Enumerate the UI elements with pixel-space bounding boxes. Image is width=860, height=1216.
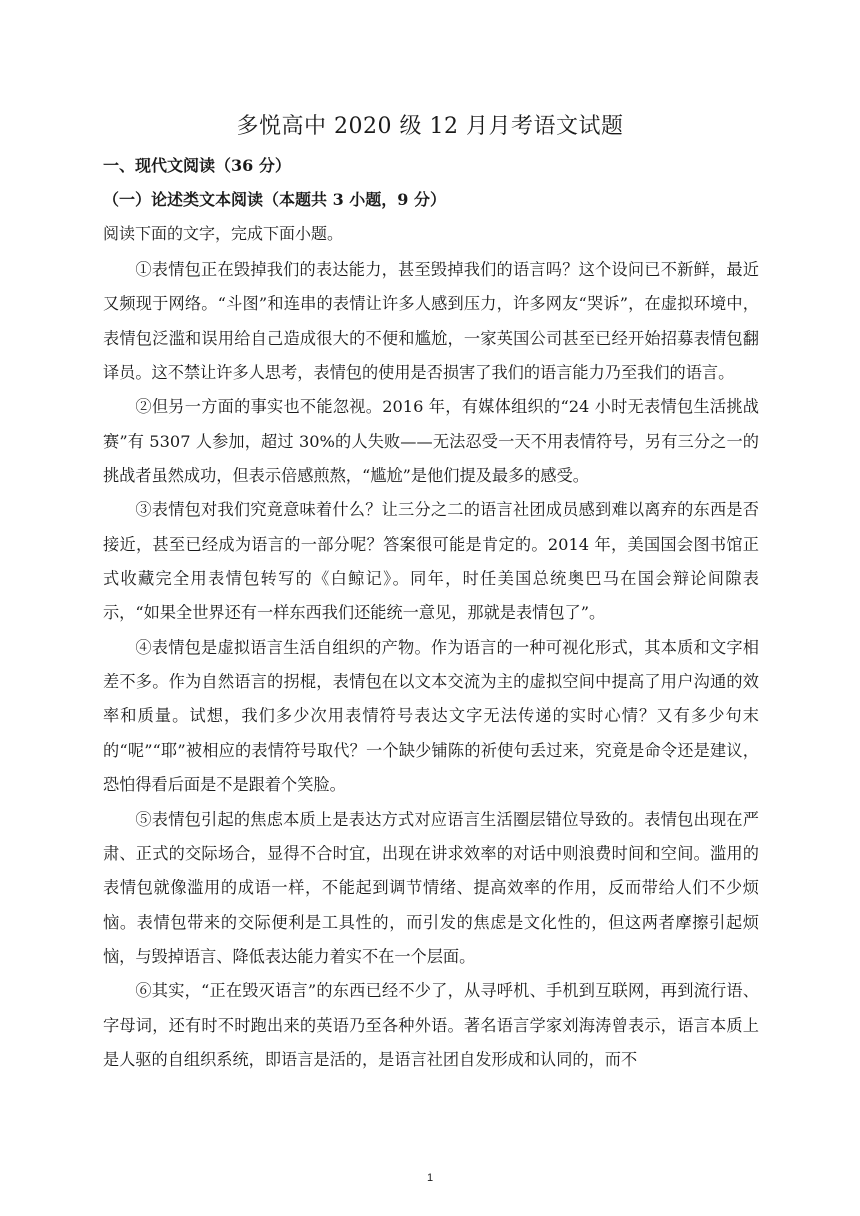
passage-paragraph-4: ④表情包是虚拟语言生活自组织的产物。作为语言的一种可视化形式，其本质和文字相差不多。作为自然语言的拐棍，表情包在以文本交流为主的虚拟空间中提高了用户沟通的效率和质量。试想，我们多少次用表情符号表达文字无法传递的实时心情？又有多少句末的“呢”“耶”被相应的表情符号取代？一个缺少铺陈的祈使句丢过来，究竟是命令还是建议，恐怕得看后面是不是跟着个笑脸。 bbox=[103, 637, 759, 795]
passage-paragraph-2: ②但另一方面的事实也不能忽视。2016 年，有媒体组织的“24 小时无表情包生活挑战赛”有 5307 人参加，超过 30%的人失败——无法忍受一天不用表情符号，另有三分之一的挑战者虽然成功，但表示倍感煎熬，“尴尬”是他们提及最多的感受。 bbox=[103, 397, 759, 486]
section-heading: 一、现代文阅读（36 分） bbox=[103, 156, 291, 175]
passage-body bbox=[103, 253, 759, 1077]
passage-paragraph-5: ⑤表情包引起的焦虑本质上是表达方式对应语言生活圈层错位导致的。表情包出现在严肃、正式的交际场合，显得不合时宜，出现在讲求效率的对话中则浪费时间和空间。滥用的表情包就像滥用的成语一样，不能起到调节情绪、提高效率的作用，反而带给人们不少烦恼。表情包带来的交际便利是工具性的，而引发的焦虑是文化性的，但这两者摩擦引起烦恼，与毁掉语言、降低表达能力着实不在一个层面。 bbox=[103, 809, 759, 966]
passage-paragraph-6: ⑥其实，“正在毁灭语言”的东西已经不少了，从寻呼机、手机到互联网，再到流行语、字母词，还有时不时跑出来的英语乃至各种外语。著名语言学家刘海涛曾表示，语言本质上是人驱的自组织系统，即语言是活的，是语言社团自发形成和认同的，而不 bbox=[103, 981, 759, 1069]
passage-paragraph-3: ③表情包对我们究竟意味着什么？让三分之二的语言社团成员感到难以离弃的东西是否接近，甚至已经成为语言的一部分呢？答案很可能是肯定的。2014 年，美国国会图书馆正式收藏完全用表情包转写的《白鲸记》。同年，时任美国总统奥巴马在国会辩论间隙表示，“如果全世界还有一样东西我们还能统一意见，那就是表情包了”。 bbox=[103, 500, 759, 623]
subsection-heading: （一）论述类文本阅读（本题共 3 小题，9 分） bbox=[103, 190, 446, 209]
page-number: 1 bbox=[426, 1172, 434, 1184]
reading-instruction: 阅读下面的文字，完成下面小题。 bbox=[103, 224, 344, 243]
passage-paragraph-1: ①表情包正在毁掉我们的表达能力，甚至毁掉我们的语言吗？这个设问已不新鲜，最近又频现于网络。“斗图”和连串的表情让许多人感到压力，许多网友“哭诉”，在虚拟环境中，表情包泛滥和误用给自己造成很大的不便和尴尬，一家英国公司甚至已经开始招募表情包翻译员。这不禁让许多人思考，表情包的使用是否损害了我们的语言能力乃至我们的语言。 bbox=[103, 260, 759, 383]
page-title: 多悦高中 2020 级 12 月月考语文试题 bbox=[236, 114, 624, 139]
